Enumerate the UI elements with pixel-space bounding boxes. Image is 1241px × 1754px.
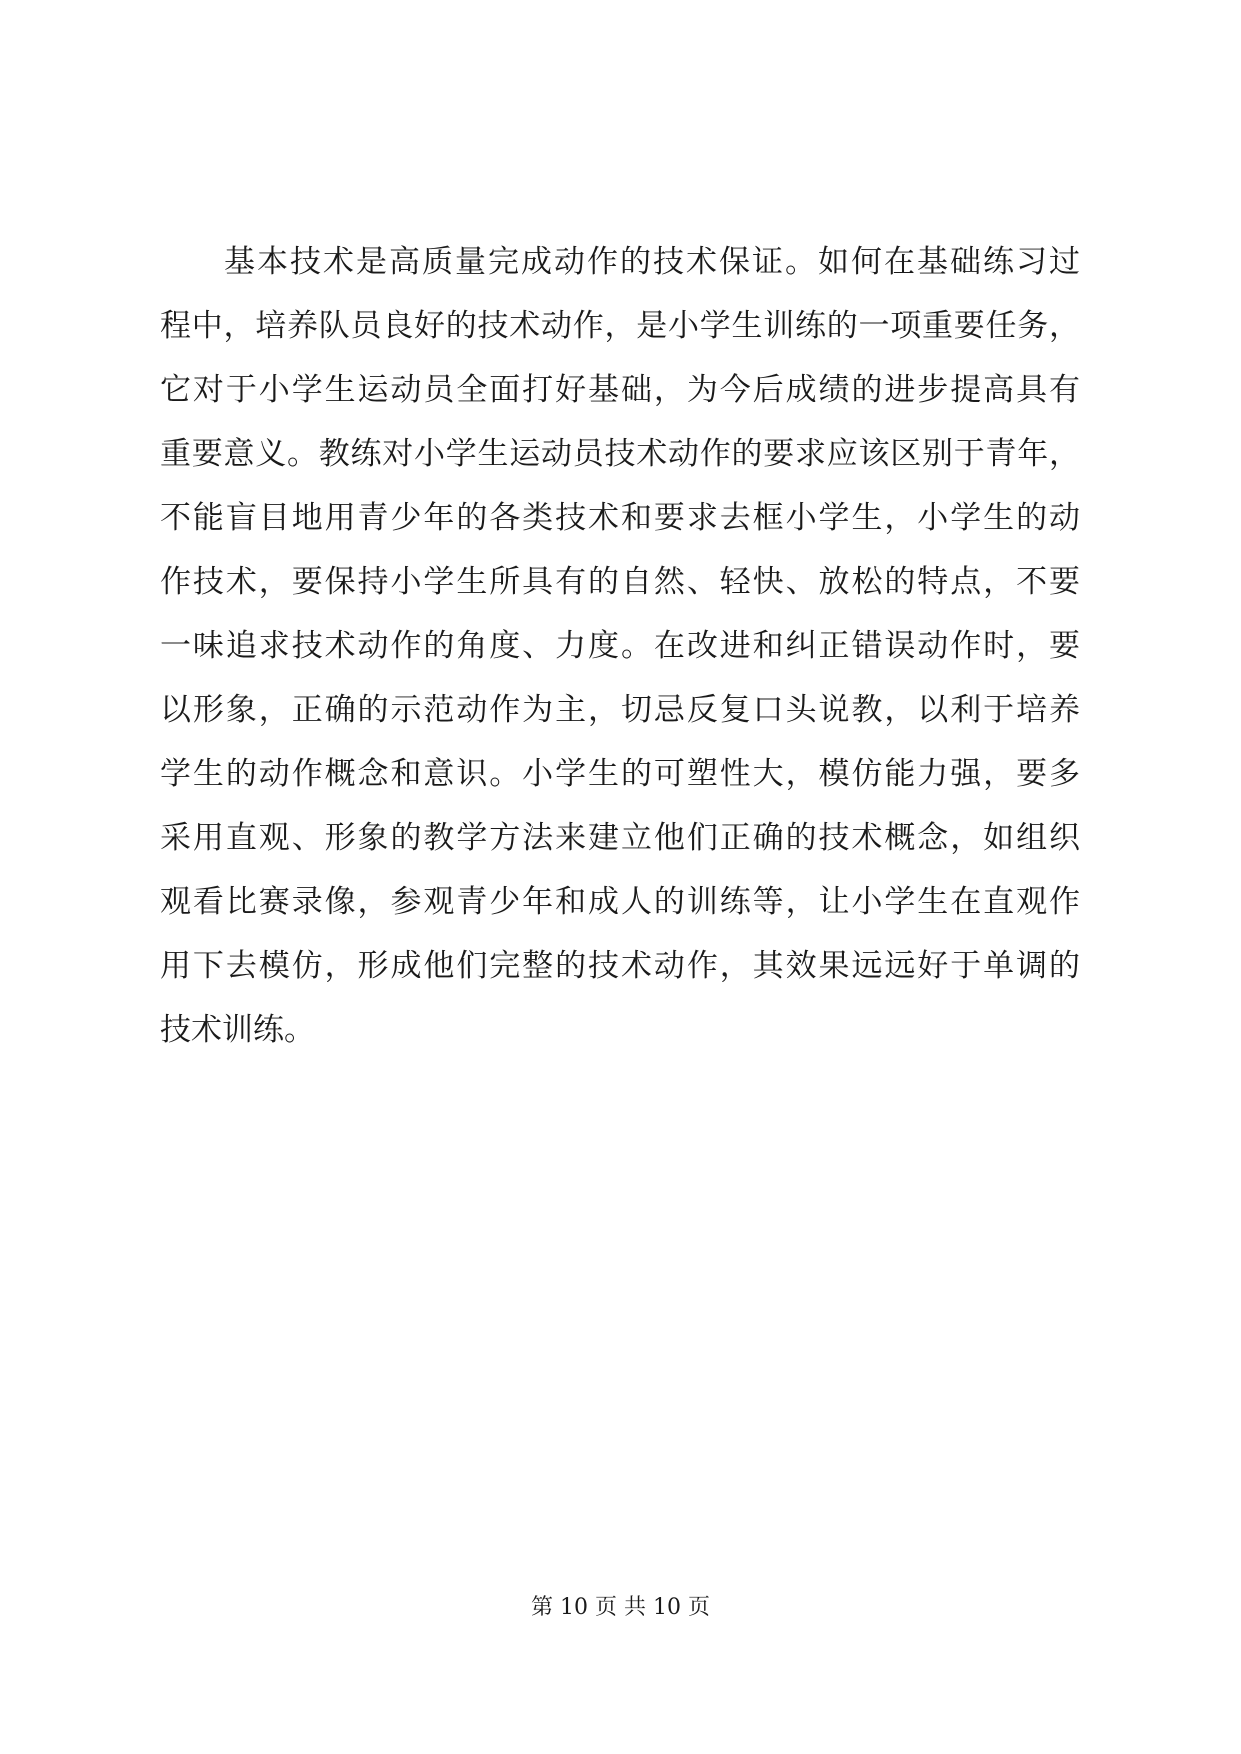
paragraph-line: 采用直观、形象的教学方法来建立他们正确的技术概念，如组织 [160,820,1080,856]
paragraph-line: 一味追求技术动作的角度、力度。在改进和纠正错误动作时，要 [160,628,1080,664]
paragraph-line: 用下去模仿，形成他们完整的技术动作，其效果远远好于单调的 [160,948,1080,984]
paragraph-line: 作技术，要保持小学生所具有的自然、轻快、放松的特点，不要 [160,564,1080,600]
paragraph-line: 程中，培养队员良好的技术动作，是小学生训练的一项重要任务， [160,308,1080,344]
paragraph-line: 它对于小学生运动员全面打好基础，为今后成绩的进步提高具有 [160,372,1080,408]
paragraph-line: 基本技术是高质量完成动作的技术保证。如何在基础练习过 [224,244,1080,280]
paragraph-line: 观看比赛录像，参观青少年和成人的训练等，让小学生在直观作 [160,884,1080,920]
body-paragraph [160,230,1080,1062]
page-number-footer: 第 10 页 共 10 页 [531,1595,710,1620]
paragraph-line: 学生的动作概念和意识。小学生的可塑性大，模仿能力强，要多 [160,756,1080,792]
paragraph-line: 不能盲目地用青少年的各类技术和要求去框小学生，小学生的动 [160,500,1080,536]
paragraph-line: 重要意义。教练对小学生运动员技术动作的要求应该区别于青年， [160,436,1080,472]
paragraph-line: 以形象，正确的示范动作为主，切忌反复口头说教，以利于培养 [160,692,1080,728]
paragraph-line: 技术训练。 [160,1012,315,1048]
